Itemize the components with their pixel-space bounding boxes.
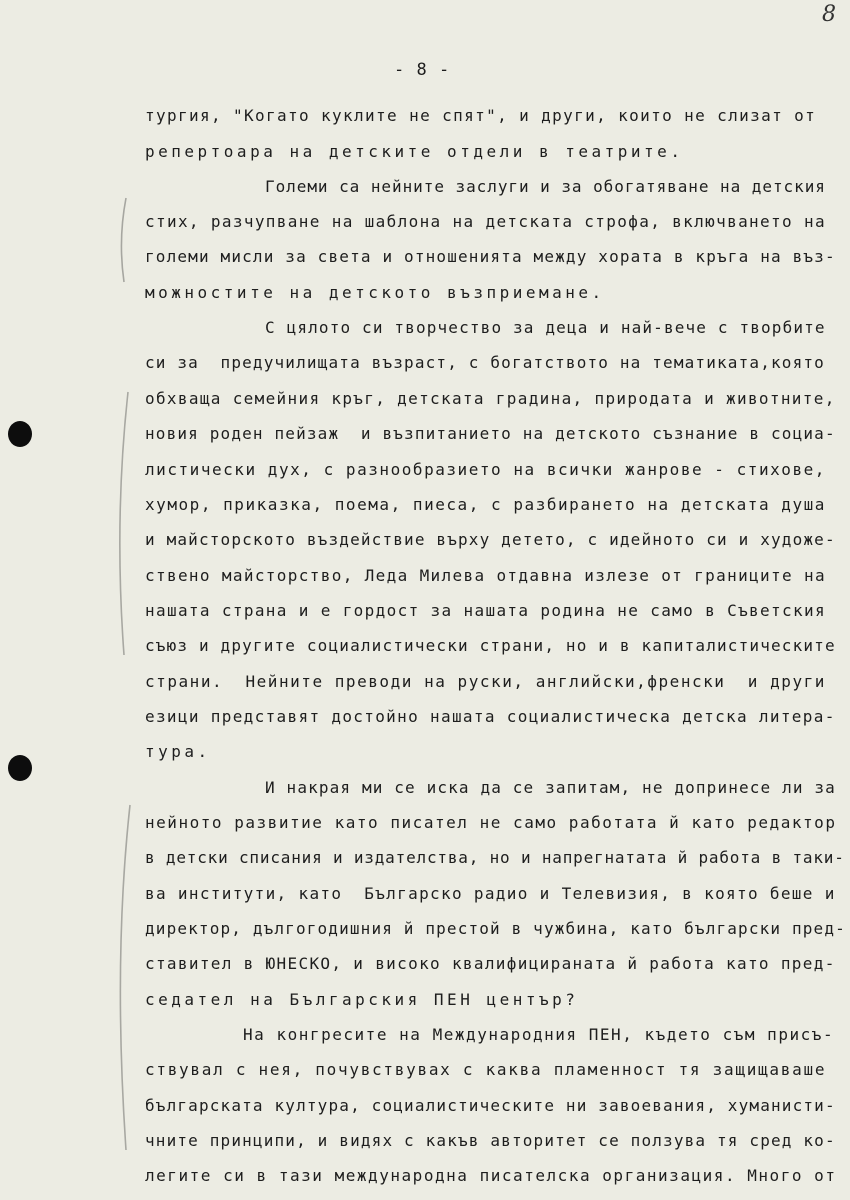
text-line: си за предучилищата възраст, с богатството на тематиката,която [145,353,825,372]
text-line: новия роден пейзаж и възпитанието на детското съзнание в социа- [145,424,836,443]
page-number: - 8 - [394,60,451,80]
punch-hole-bottom [8,755,32,781]
handwritten-page-number: 8 [822,2,836,27]
text-line: българската култура, социалистическите ни завоевания, хуманисти- [145,1096,836,1115]
text-line: страни. Нейните преводи на руски, английски,френски и други [145,672,826,691]
text-line: съюз и другите социалистически страни, но и в капиталистическите [145,636,836,655]
text-line: нашата страна и е гордост за нашата родина не само в Съветския [145,601,826,620]
margin-bracket-2 [120,392,128,655]
text-line: легите си в тази международна писателска организация. Много от [145,1166,837,1185]
text-line: ствено майсторство, Леда Милева отдавна излезе от границите на [145,566,826,585]
text-line: На конгресите на Международния ПЕН, където съм присъ- [243,1025,835,1044]
text-line: големи мисли за света и отношенията между хората в кръга на въз- [145,247,836,266]
text-line: седател на Българския ПЕН център? [145,990,579,1009]
text-line: хумор, приказка, поема, пиеса, с разбирането на детската душа [145,495,826,514]
text-line: тургия, "Когато куклите не спят", и други, които не слизат от [145,106,817,125]
text-line: листически дух, с разнообразието на всички жанрове - стихове, [145,460,826,479]
text-line: ствувал с нея, почувствувах с каква пламенност тя защищаваше [145,1060,827,1079]
text-line: И накрая ми се иска да се запитам, не допринесе ли за [265,778,836,797]
text-line: С цялото си творчество за деца и най-вече с творбите [265,318,826,337]
text-line: ва институти, като Българско радио и Телевизия, в която беше и [145,884,836,903]
text-line: директор, дългогодишния й престой в чужбина, като български пред- [145,919,846,938]
text-line: нейното развитие като писател не само работата й като редактор [145,813,837,832]
text-line: и майсторското въздействие върху детето, с идейното си и художе- [145,530,836,549]
text-line: обхваща семейния кръг, детската градина, природата и животните, [145,389,836,408]
text-line: Големи са нейните заслуги и за обогатяване на детския [265,177,826,196]
text-line: можностите на детското възприемане. [145,283,605,302]
text-line: ставител в ЮНЕСКО, и високо квалифицираната й работа като пред- [145,954,836,973]
text-line: в детски списания и издателства, но и напрегнатата й работа в таки- [145,848,845,867]
punch-hole-top [8,421,32,447]
margin-bracket-3 [120,805,130,1150]
text-line: чните принципи, и видях с какъв авторитет се ползува тя сред ко- [145,1131,836,1150]
text-line: езици представят достойно нашата социалистическа детска литера- [145,707,836,726]
text-line: стих, разчупване на шаблона на детската строфа, включването на [145,212,826,231]
text-line: репертоара на детските отдели в театрите. [145,142,684,161]
text-line: тура. [145,742,211,761]
margin-bracket-1 [121,198,126,282]
